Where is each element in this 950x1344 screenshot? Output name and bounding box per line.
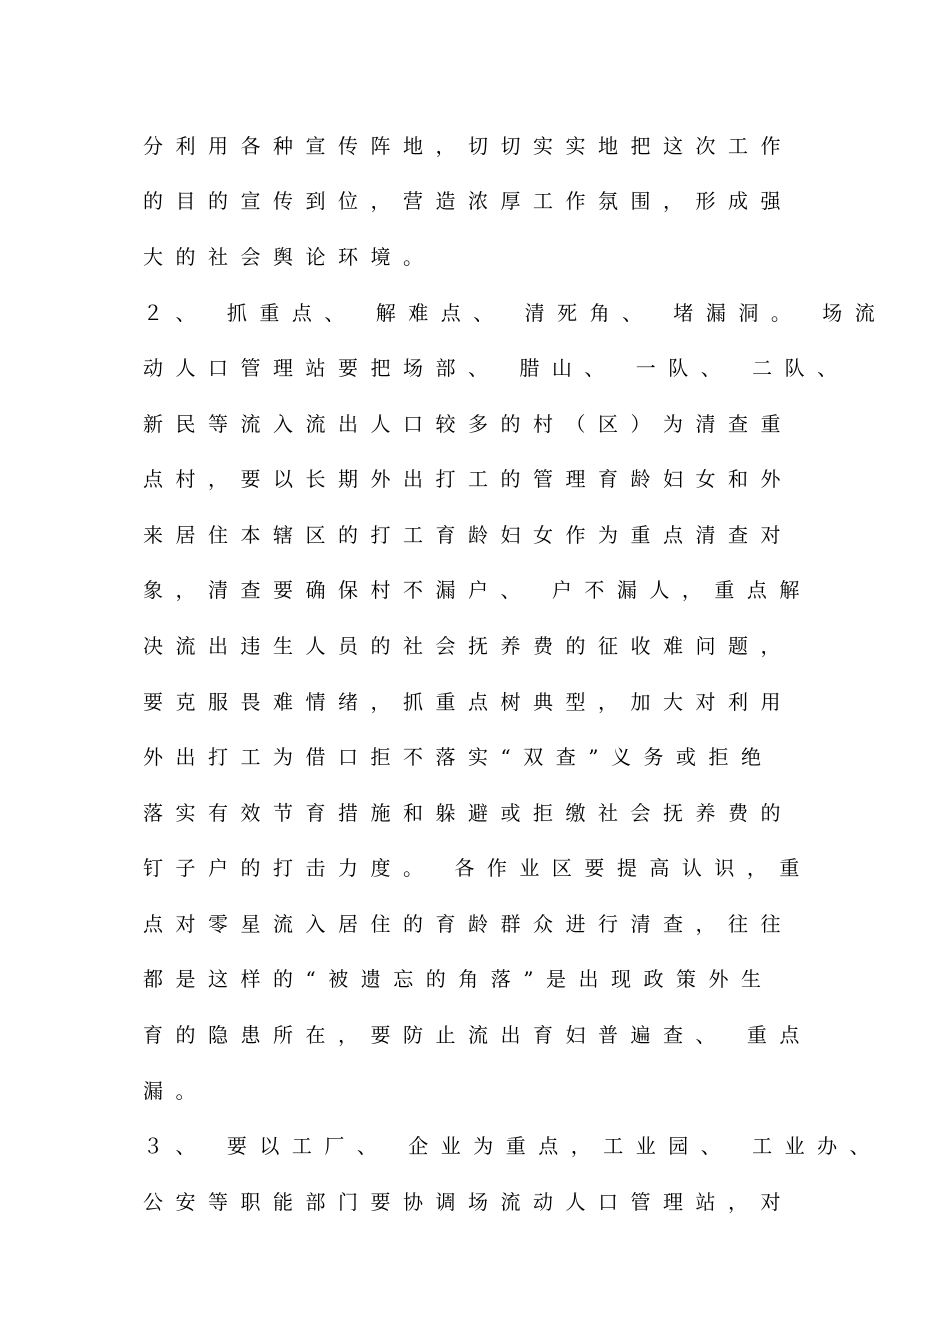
text-line: 的目的宣传到位，营造浓厚工作氛围，形成强 [143, 189, 793, 213]
text-line: 外出打工为借口拒不落实“双查”义务或拒绝 [143, 745, 774, 769]
text-line: 育的隐患所在，要防止流出育妇普遍查、 重点 [143, 1023, 812, 1047]
text-line: 决流出违生人员的社会抚养费的征收难问题， [143, 634, 793, 658]
text-line: ２、 抓重点、 解难点、 清死角、 堵漏洞。 场流 [143, 301, 888, 325]
text-line: 来居住本辖区的打工育龄妇女作为重点清查对 [143, 523, 793, 547]
text-line: 要克服畏难情绪，抓重点树典型，加大对利用 [143, 690, 793, 714]
text-line: 大的社会舆论环境。 [143, 245, 436, 269]
text-line: 都是这样的“被遗忘的角落”是出现政策外生 [143, 967, 774, 991]
text-line: 点对零星流入居住的育龄群众进行清查，往往 [143, 912, 793, 936]
text-line: ３、 要以工厂、 企业为重点，工业园、 工业办、 [143, 1134, 883, 1158]
text-line: 漏。 [143, 1079, 208, 1103]
text-line: 公安等职能部门要协调场流动人口管理站，对 [143, 1190, 793, 1214]
text-line: 落实有效节育措施和躲避或拒缴社会抚养费的 [143, 801, 793, 825]
text-line: 新民等流入流出人口较多的村（区）为清查重 [143, 412, 793, 436]
text-line: 点村，要以长期外出打工的管理育龄妇女和外 [143, 467, 793, 491]
text-line: 钉子户的打击力度。 各作业区要提高认识，重 [143, 856, 812, 880]
text-line: 动人口管理站要把场部、 腊山、 一队、 二队、 [143, 356, 850, 380]
text-line: 分利用各种宣传阵地，切切实实地把这次工作 [143, 134, 793, 158]
text-line: 象，清查要确保村不漏户、 户不漏人，重点解 [143, 578, 812, 602]
